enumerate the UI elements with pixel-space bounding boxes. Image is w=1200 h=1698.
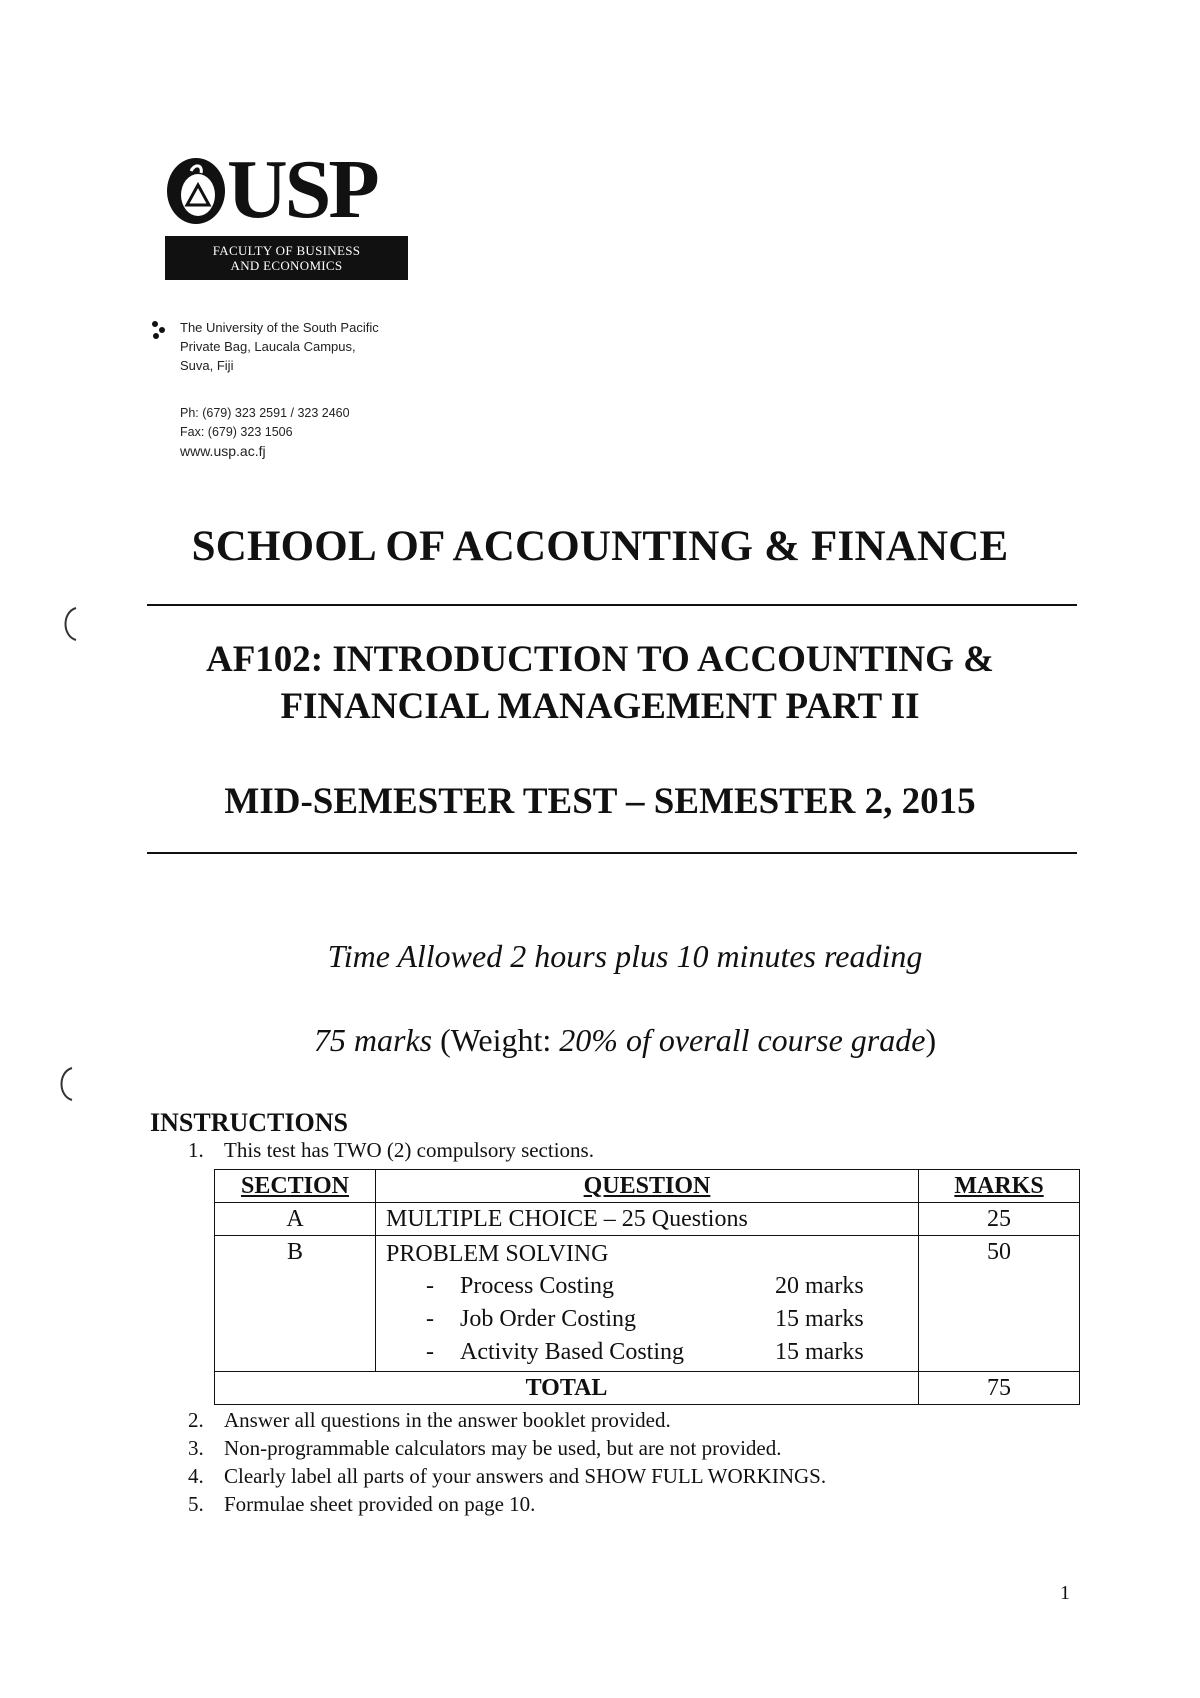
instruction-item: 4. Clearly label all parts of your answers and SHOW FULL WORKINGS. [188,1464,827,1488]
row-a-section: A [215,1203,376,1236]
table-row [215,1236,1080,1372]
row-b-section: B [215,1236,376,1372]
row-b-marks: 50 [919,1236,1080,1372]
usp-emblem-icon [165,155,227,225]
sub-item: - Activity Based Costing 15 marks [426,1339,864,1365]
course-title-line-1: AF102: INTRODUCTION TO ACCOUNTING & [205,639,995,680]
sections-table [214,1169,1080,1405]
header-question: QUESTION [376,1170,919,1203]
instruction-item: 5. Formulae sheet provided on page 10. [188,1492,536,1516]
phone-number: Ph: (679) 323 2591 / 323 2460 [180,406,350,420]
page-number: 1 [1060,1582,1070,1604]
bottom-divider [147,852,1077,854]
fax-number: Fax: (679) 323 1506 [180,425,293,439]
marks-weight [0,1022,1200,1059]
marks-total: 75 marks [313,1022,433,1058]
course-title [0,636,1200,730]
header-section: SECTION [215,1170,376,1203]
row-b-question: PROBLEM SOLVING [386,1241,609,1267]
faculty-line-1: FACULTY OF BUSINESS [212,243,361,258]
hole-punch-mark-icon [52,1064,80,1104]
row-a-question: MULTIPLE CHOICE – 25 Questions [376,1203,919,1236]
table-row [215,1203,1080,1236]
header-marks: MARKS [919,1170,1080,1203]
sub-item: - Process Costing 20 marks [426,1273,864,1299]
address-line-1: The University of the South Pacific [180,320,379,335]
address-line-3: Suva, Fiji [180,358,234,373]
instructions-heading: INSTRUCTIONS [150,1108,348,1137]
instruction-item: 2. Answer all questions in the answer booklet provided. [188,1408,671,1432]
marks-weight-label: (Weight: [432,1022,560,1058]
website-link[interactable]: www.usp.ac.fj [180,443,266,459]
address-line-2: Private Bag, Laucala Campus, [180,339,356,354]
time-allowed: Time Allowed 2 hours plus 10 minutes reading [327,938,923,974]
table-total-row [215,1372,1080,1405]
marks-close-paren: ) [925,1022,937,1058]
test-title: MID-SEMESTER TEST – SEMESTER 2, 2015 [224,781,976,822]
usp-logo [165,143,410,280]
top-divider [147,604,1077,606]
faculty-line-2: AND ECONOMICS [230,258,343,273]
total-label: TOTAL [215,1372,919,1405]
bullet-dots-icon [150,320,168,346]
total-marks: 75 [919,1372,1080,1405]
marks-weight-value: 20% of overall course grade [559,1022,926,1058]
row-a-marks: 25 [919,1203,1080,1236]
table-header-row [215,1170,1080,1203]
row-b-question-cell [376,1236,919,1372]
course-title-line-2: FINANCIAL MANAGEMENT PART II [280,686,920,727]
hole-punch-mark-icon [56,604,84,644]
logo-wordmark: USP [227,143,377,236]
university-address [180,318,379,375]
sub-item: - Job Order Costing 15 marks [426,1306,864,1332]
faculty-banner [165,236,408,280]
school-title: SCHOOL OF ACCOUNTING & FINANCE [191,523,1009,570]
instruction-item: 3. Non-programmable calculators may be used, but are not provided. [188,1436,782,1460]
instruction-item: 1. This test has TWO (2) compulsory sections. [188,1138,594,1162]
contact-info [180,404,350,461]
